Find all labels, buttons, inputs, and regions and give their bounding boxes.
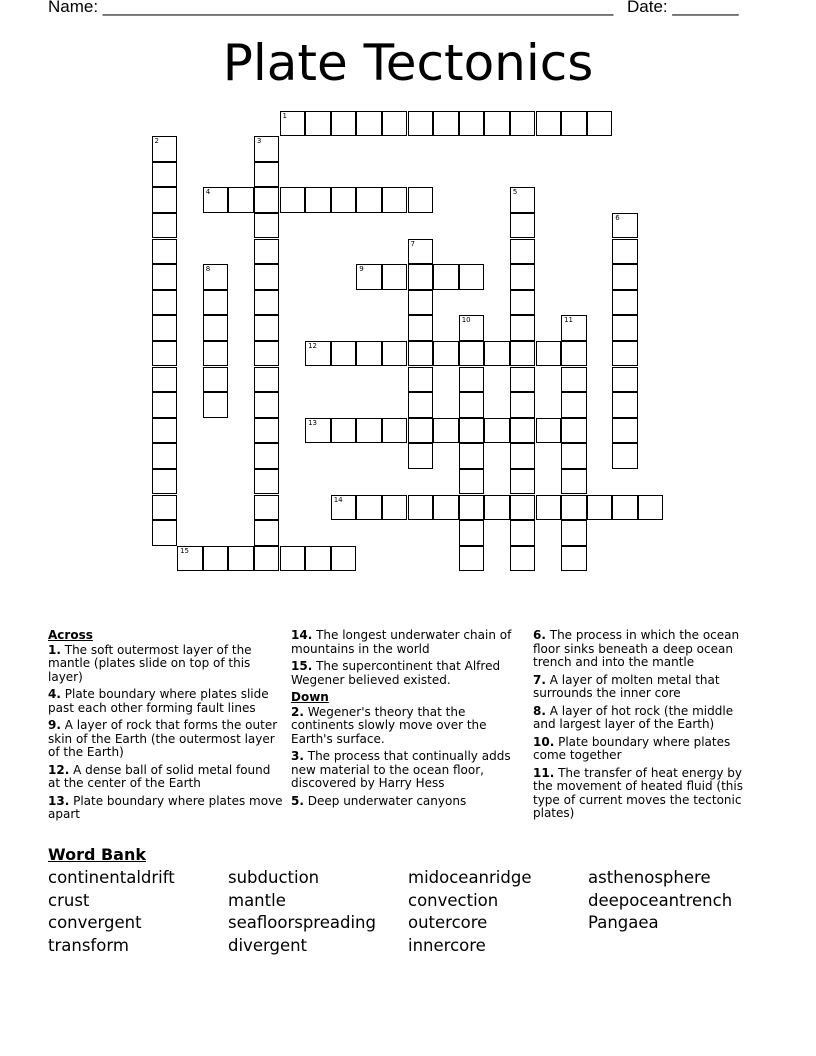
name-field[interactable]: Name: ______________________________________________________ [48, 0, 614, 16]
grid-cell[interactable] [536, 111, 562, 137]
clue-across-13: 13. Plate boundary where plates move apart [48, 793, 283, 821]
grid-cell[interactable] [408, 187, 434, 213]
grid-cell[interactable] [433, 264, 459, 290]
grid-cell[interactable] [152, 290, 178, 316]
grid-cell[interactable] [561, 520, 587, 546]
grid-cell[interactable] [459, 367, 485, 393]
clue-down-3: 3. The process that continually adds new material to the ocean floor, discovered by Harry Hess [291, 749, 511, 790]
grid-cell[interactable] [356, 495, 382, 521]
grid-cell[interactable] [459, 341, 485, 367]
date-field[interactable]: Date: _______ [627, 0, 739, 16]
grid-cell[interactable] [382, 264, 408, 290]
grid-cell[interactable] [561, 495, 587, 521]
grid-cell[interactable] [382, 418, 408, 444]
grid-cell[interactable] [587, 111, 613, 137]
grid-cell[interactable] [459, 520, 485, 546]
grid-cell[interactable] [254, 136, 280, 162]
grid-cell[interactable] [382, 111, 408, 137]
clue-down-10: 10. Plate boundary where plates come together [533, 734, 731, 762]
grid-cell[interactable] [152, 520, 178, 546]
grid-cell[interactable] [382, 495, 408, 521]
word-bank-item: crust [48, 891, 90, 910]
grid-cell[interactable] [408, 315, 434, 341]
grid-cell[interactable] [203, 187, 229, 213]
clue-number: 9 [359, 265, 364, 274]
grid-cell[interactable] [254, 315, 280, 341]
clue-number: 12 [308, 341, 318, 350]
grid-cell[interactable] [561, 367, 587, 393]
clue-number: 10 [461, 316, 471, 325]
grid-cell[interactable] [510, 187, 536, 213]
clue-number: 6 [615, 213, 620, 222]
grid-cell[interactable] [254, 418, 280, 444]
grid-cell[interactable] [612, 367, 638, 393]
grid-cell[interactable] [408, 341, 434, 367]
grid-cell[interactable] [612, 239, 638, 265]
grid-cell[interactable] [203, 290, 229, 316]
grid-cell[interactable] [152, 495, 178, 521]
grid-cell[interactable] [612, 213, 638, 239]
clue-down-2: 2. Wegener's theory that the continents slowly move over the Earth's surface. [291, 704, 487, 746]
grid-cell[interactable] [408, 418, 434, 444]
grid-cell[interactable] [254, 392, 280, 418]
grid-cell[interactable] [228, 187, 254, 213]
grid-cell[interactable] [254, 162, 280, 188]
grid-cell[interactable] [561, 315, 587, 341]
grid-cell[interactable] [254, 495, 280, 521]
grid-cell[interactable] [152, 136, 178, 162]
grid-cell[interactable] [305, 111, 331, 137]
word-bank-item: convergent [48, 913, 142, 932]
grid-cell[interactable] [408, 392, 434, 418]
grid-cell[interactable] [152, 392, 178, 418]
grid-cell[interactable] [612, 290, 638, 316]
grid-cell[interactable] [459, 418, 485, 444]
grid-cell[interactable] [408, 495, 434, 521]
word-bank-item: continentaldrift [48, 868, 175, 887]
grid-cell[interactable] [152, 239, 178, 265]
clue-number: 11 [564, 316, 574, 325]
grid-cell[interactable] [459, 392, 485, 418]
word-bank-item: deepoceantrench [588, 891, 733, 910]
grid-cell[interactable] [152, 213, 178, 239]
clue-across-15: 15. The supercontinent that Alfred Wegener believed existed. [291, 659, 501, 687]
clue-number: 3 [256, 137, 262, 146]
grid-cell[interactable] [356, 418, 382, 444]
grid-cell[interactable] [484, 418, 510, 444]
grid-cell[interactable] [356, 341, 382, 367]
grid-cell[interactable] [152, 341, 178, 367]
clue-number: 8 [205, 265, 211, 274]
clue-down-7: 7. A layer of molten metal that surrounds the inner core [533, 672, 720, 700]
clue-across-9: 9. A layer of rock that forms the outer skin of the Earth (the outermost layer of the Earth) [48, 718, 278, 759]
grid-cell[interactable] [510, 264, 536, 290]
clue-across-1: 1. The soft outermost layer of the mantle (plates slide on top of this layer) [48, 642, 252, 684]
clue-number: 5 [512, 188, 518, 197]
grid-cell[interactable] [587, 495, 613, 521]
clue-down-8: 8. A layer of hot rock (the middle and largest layer of the Earth) [533, 703, 734, 731]
grid-cell[interactable] [536, 495, 562, 521]
grid-cell[interactable] [459, 546, 485, 572]
grid-cell[interactable] [152, 187, 178, 213]
clues-column-1 [48, 629, 284, 826]
grid-cell[interactable] [254, 264, 280, 290]
grid-cell[interactable] [459, 264, 485, 290]
grid-cell[interactable] [536, 418, 562, 444]
clue-number: 15 [180, 546, 190, 555]
grid-cell[interactable] [459, 469, 485, 495]
grid-cell[interactable] [510, 213, 536, 239]
grid-cell[interactable] [408, 443, 434, 469]
clues-column-2 [291, 629, 517, 812]
grid-cell[interactable] [203, 341, 229, 367]
grid-cell[interactable] [408, 264, 434, 290]
grid-cell[interactable] [254, 187, 280, 213]
clue-number: 13 [308, 418, 318, 427]
grid-cell[interactable] [254, 520, 280, 546]
grid-cell[interactable] [433, 495, 459, 521]
grid-cell[interactable] [280, 546, 306, 572]
grid-cell[interactable] [561, 546, 587, 572]
grid-cell[interactable] [536, 341, 562, 367]
clues-column-3 [533, 629, 753, 825]
grid-cell[interactable] [612, 495, 638, 521]
grid-cell[interactable] [510, 341, 536, 367]
grid-cell[interactable] [561, 392, 587, 418]
grid-cell[interactable] [510, 239, 536, 265]
grid-cell[interactable] [433, 418, 459, 444]
grid-cell[interactable] [254, 367, 280, 393]
grid-cell[interactable] [612, 392, 638, 418]
grid-cell[interactable] [561, 111, 587, 137]
grid-cell[interactable] [561, 418, 587, 444]
grid-cell[interactable] [459, 315, 485, 341]
word-bank-item: asthenosphere [588, 868, 711, 887]
across-heading: Across [48, 628, 93, 642]
clue-number: 7 [410, 239, 415, 248]
grid-cell[interactable] [510, 111, 536, 137]
grid-cell[interactable] [356, 264, 382, 290]
clue-across-14: 14. The longest underwater chain of mountains in the world [291, 628, 512, 656]
grid-cell[interactable] [280, 111, 306, 137]
grid-cell[interactable] [203, 367, 229, 393]
grid-cell[interactable] [484, 341, 510, 367]
grid-cell[interactable] [510, 520, 536, 546]
grid-cell[interactable] [510, 392, 536, 418]
clue-down-5: 5. Deep underwater canyons [291, 793, 467, 808]
grid-cell[interactable] [203, 315, 229, 341]
grid-cell[interactable] [152, 264, 178, 290]
word-bank-item: mantle [228, 891, 286, 910]
word-bank-item: midoceanridge [408, 868, 532, 887]
grid-cell[interactable] [203, 264, 229, 290]
grid-cell[interactable] [305, 546, 331, 572]
grid-cell[interactable] [305, 187, 331, 213]
grid-cell[interactable] [152, 367, 178, 393]
grid-cell[interactable] [356, 187, 382, 213]
grid-cell[interactable] [459, 111, 485, 137]
grid-cell[interactable] [356, 111, 382, 137]
grid-cell[interactable] [177, 546, 203, 572]
word-bank-item: outercore [408, 913, 488, 932]
grid-cell[interactable] [612, 443, 638, 469]
grid-cell[interactable] [254, 469, 280, 495]
grid-cell[interactable] [331, 495, 357, 521]
word-bank-item: transform [48, 936, 129, 955]
grid-cell[interactable] [638, 495, 664, 521]
word-bank-heading: Word Bank [48, 845, 147, 864]
grid-cell[interactable] [254, 443, 280, 469]
grid-cell[interactable] [280, 187, 306, 213]
grid-cell[interactable] [331, 111, 357, 137]
grid-cell[interactable] [203, 546, 229, 572]
grid-cell[interactable] [382, 341, 408, 367]
clue-number: 1 [282, 111, 287, 120]
grid-cell[interactable] [433, 111, 459, 137]
clue-number: 2 [154, 137, 159, 146]
grid-cell[interactable] [408, 290, 434, 316]
clue-down-11: 11. The transfer of heat energy by the movement of heated fluid (this type of current moves the tectonic plates) [533, 765, 743, 820]
grid-cell[interactable] [305, 341, 331, 367]
grid-cell[interactable] [510, 495, 536, 521]
grid-cell[interactable] [408, 239, 434, 265]
grid-cell[interactable] [408, 111, 434, 137]
page-title: Plate Tectonics [222, 34, 594, 92]
grid-cell[interactable] [152, 418, 178, 444]
grid-cell[interactable] [561, 469, 587, 495]
grid-cell[interactable] [459, 495, 485, 521]
grid-cell[interactable] [152, 162, 178, 188]
grid-cell[interactable] [228, 546, 254, 572]
grid-cell[interactable] [152, 469, 178, 495]
grid-cell[interactable] [331, 341, 357, 367]
grid-cell[interactable] [510, 418, 536, 444]
word-bank-item: seafloorspreading [228, 913, 376, 932]
grid-cell[interactable] [561, 341, 587, 367]
grid-cell[interactable] [305, 418, 331, 444]
grid-cell[interactable] [382, 187, 408, 213]
grid-cell[interactable] [254, 290, 280, 316]
clue-number: 4 [205, 188, 211, 197]
grid-cell[interactable] [254, 341, 280, 367]
grid-cell[interactable] [433, 341, 459, 367]
grid-cell[interactable] [510, 443, 536, 469]
grid-cell[interactable] [459, 443, 485, 469]
grid-cell[interactable] [152, 443, 178, 469]
grid-cell[interactable] [331, 546, 357, 572]
clue-across-4: 4. Plate boundary where plates slide past each other forming fault lines [48, 687, 269, 715]
grid-cell[interactable] [484, 495, 510, 521]
grid-cell[interactable] [254, 239, 280, 265]
word-bank-item: Pangaea [588, 913, 659, 932]
down-heading: Down [291, 690, 329, 704]
clue-number: 14 [333, 495, 343, 504]
clue-across-12: 12. A dense ball of solid metal found at the center of the Earth [48, 762, 271, 790]
word-bank-item: subduction [228, 868, 320, 887]
grid-cell[interactable] [408, 367, 434, 393]
grid-cell[interactable] [331, 418, 357, 444]
grid-cell[interactable] [331, 187, 357, 213]
grid-cell[interactable] [561, 443, 587, 469]
grid-cell[interactable] [510, 546, 536, 572]
grid-cell[interactable] [612, 264, 638, 290]
grid-cell[interactable] [612, 315, 638, 341]
word-bank-item: innercore [408, 936, 486, 955]
grid-cell[interactable] [612, 341, 638, 367]
word-bank-item: convection [408, 891, 499, 910]
grid-cell[interactable] [152, 315, 178, 341]
grid-cell[interactable] [484, 111, 510, 137]
word-bank-item: divergent [228, 936, 308, 955]
grid-cell[interactable] [510, 469, 536, 495]
grid-cell[interactable] [203, 392, 229, 418]
grid-cell[interactable] [254, 546, 280, 572]
grid-cell[interactable] [510, 367, 536, 393]
grid-cell[interactable] [254, 213, 280, 239]
grid-cell[interactable] [510, 290, 536, 316]
clue-down-6: 6. The process in which the ocean floor sinks beneath a deep ocean trench and into the mantle [533, 628, 740, 669]
grid-cell[interactable] [612, 418, 638, 444]
grid-cell[interactable] [510, 315, 536, 341]
